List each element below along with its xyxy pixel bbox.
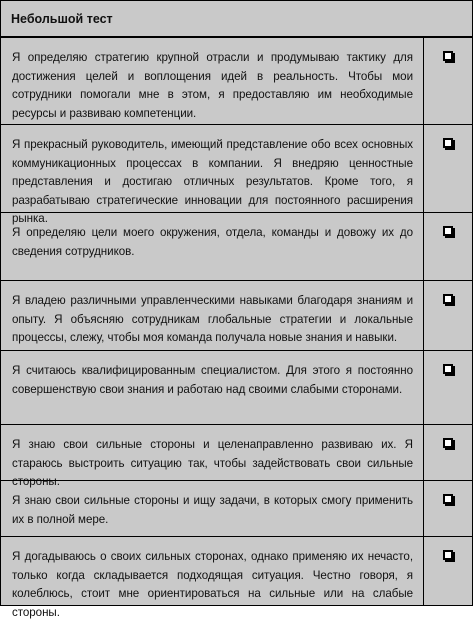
test-row <box>1 424 472 488</box>
statement-text: Я владею различными управленческими навыками благодаря знаниям и опыту. Я объясняю сотрудникам глобальные стратегии и локальные процессы, слежу, чтобы моя команда получала новые знания и навыки. <box>1 281 424 350</box>
test-row <box>1 280 472 350</box>
test-row <box>1 124 472 225</box>
statement-text: Я знаю свои сильные стороны и ищу задачи, в которых смогу применить их в полной мере. <box>1 481 424 536</box>
checkbox-icon[interactable] <box>443 294 453 304</box>
test-row <box>1 536 472 619</box>
statement-text: Я считаюсь квалифицированным специалистом. Для этого я постоянно совершенствую свои знания и работаю над своими слабыми сторонами. <box>1 351 424 424</box>
checkbox-icon[interactable] <box>443 550 453 560</box>
checkbox-icon[interactable] <box>443 438 453 448</box>
checkbox-icon[interactable] <box>443 364 453 374</box>
statement-text: Я определяю цели моего окружения, отдела, команды и довожу их до сведения сотрудников. <box>1 213 424 280</box>
test-title: Небольшой тест <box>1 1 472 37</box>
statement-text: Я знаю свои сильные стороны и целенаправленно развиваю их. Я стараюсь выстроить ситуацию так, чтобы задействовать свои сильные стороны. <box>1 425 424 480</box>
checkbox-icon[interactable] <box>443 226 453 236</box>
checkbox-icon[interactable] <box>443 138 453 148</box>
test-row <box>1 350 472 424</box>
checkbox-icon[interactable] <box>443 51 453 61</box>
statement-text: Я определяю стратегию крупной отрасли и продумываю тактику для достижения целей и воплощения идей в реальность. Чтобы мои сотрудники помогали мне в этом, я предоставляю им необходимые ресурсы и развиваю компетенции. <box>1 38 424 124</box>
test-row <box>1 212 472 280</box>
statement-text: Я догадываюсь о своих сильных сторонах, однако применяю их нечасто, только когда складывается подходящая ситуация. Честно говоря, я колеблюсь, стоит мне ориентироваться на сильные или на слабые стороны. <box>1 537 424 605</box>
test-row <box>1 480 472 536</box>
test-row <box>1 37 472 124</box>
statement-text: Я прекрасный руководитель, имеющий представление обо всех основных коммуникационных процессах в компании. Я внедряю ценностные представления и достигаю отличных результатов. Кроме того, я разрабатываю стратегические инновации для постоянного расширения рынка. <box>1 125 424 212</box>
checkbox-icon[interactable] <box>443 494 453 504</box>
